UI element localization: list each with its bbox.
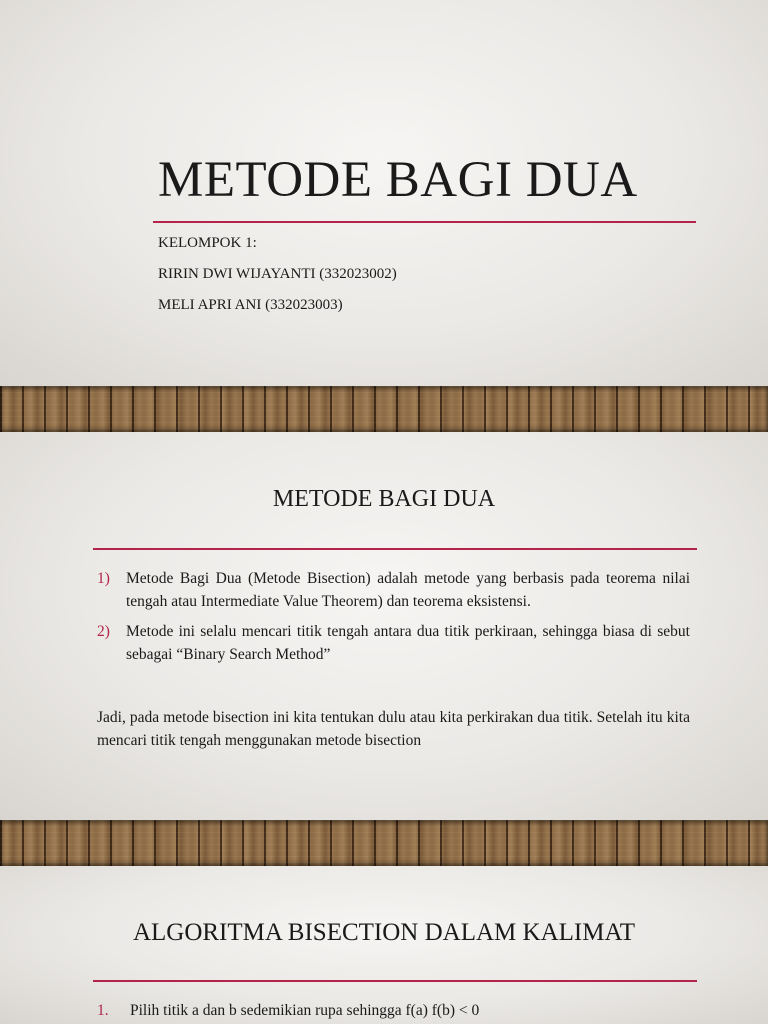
group-label: KELOMPOK 1: bbox=[158, 235, 257, 251]
slide-heading: ALGORITMA BISECTION DALAM KALIMAT bbox=[132, 919, 636, 946]
list-number: 1. bbox=[97, 1002, 109, 1019]
wood-floor-separator bbox=[0, 820, 768, 866]
member-name: MELI APRI ANI (332023003) bbox=[158, 297, 343, 313]
list-number: 1) bbox=[97, 570, 110, 587]
list-item-text: Pilih titik a dan b sedemikian rupa sehingga f(a) f(b) < 0 bbox=[130, 1002, 480, 1019]
list-item-text: Metode Bagi Dua (Metode Bisection) adalah metode yang berbasis pada teorema nilai tengah atau Intermediate Value Theorem) dan teorema eksistensi. bbox=[126, 570, 690, 610]
slide-title: METODE BAGI DUA bbox=[158, 152, 638, 208]
algorithm-slide bbox=[0, 866, 768, 1024]
title-divider bbox=[153, 221, 696, 223]
list-item-text: Metode ini selalu mencari titik tengah antara dua titik perkiraan, sehingga biasa di sebut sebagai “Binary Search Method” bbox=[126, 623, 690, 663]
member-name: RIRIN DWI WIJAYANTI (332023002) bbox=[158, 266, 397, 282]
wood-floor-separator bbox=[0, 386, 768, 432]
title-slide bbox=[0, 0, 768, 386]
heading-divider bbox=[93, 548, 697, 550]
summary-paragraph: Jadi, pada metode bisection ini kita tentukan dulu atau kita perkirakan dua titik. Setelah itu kita mencari titik tengah menggunakan metode bisection bbox=[97, 709, 690, 749]
list-item bbox=[97, 567, 690, 613]
list-number: 2) bbox=[97, 623, 110, 640]
heading-divider bbox=[93, 980, 697, 982]
list-item bbox=[97, 1000, 690, 1022]
list-item bbox=[97, 620, 690, 666]
definition-slide bbox=[0, 432, 768, 820]
slide-heading: METODE BAGI DUA bbox=[272, 486, 496, 512]
